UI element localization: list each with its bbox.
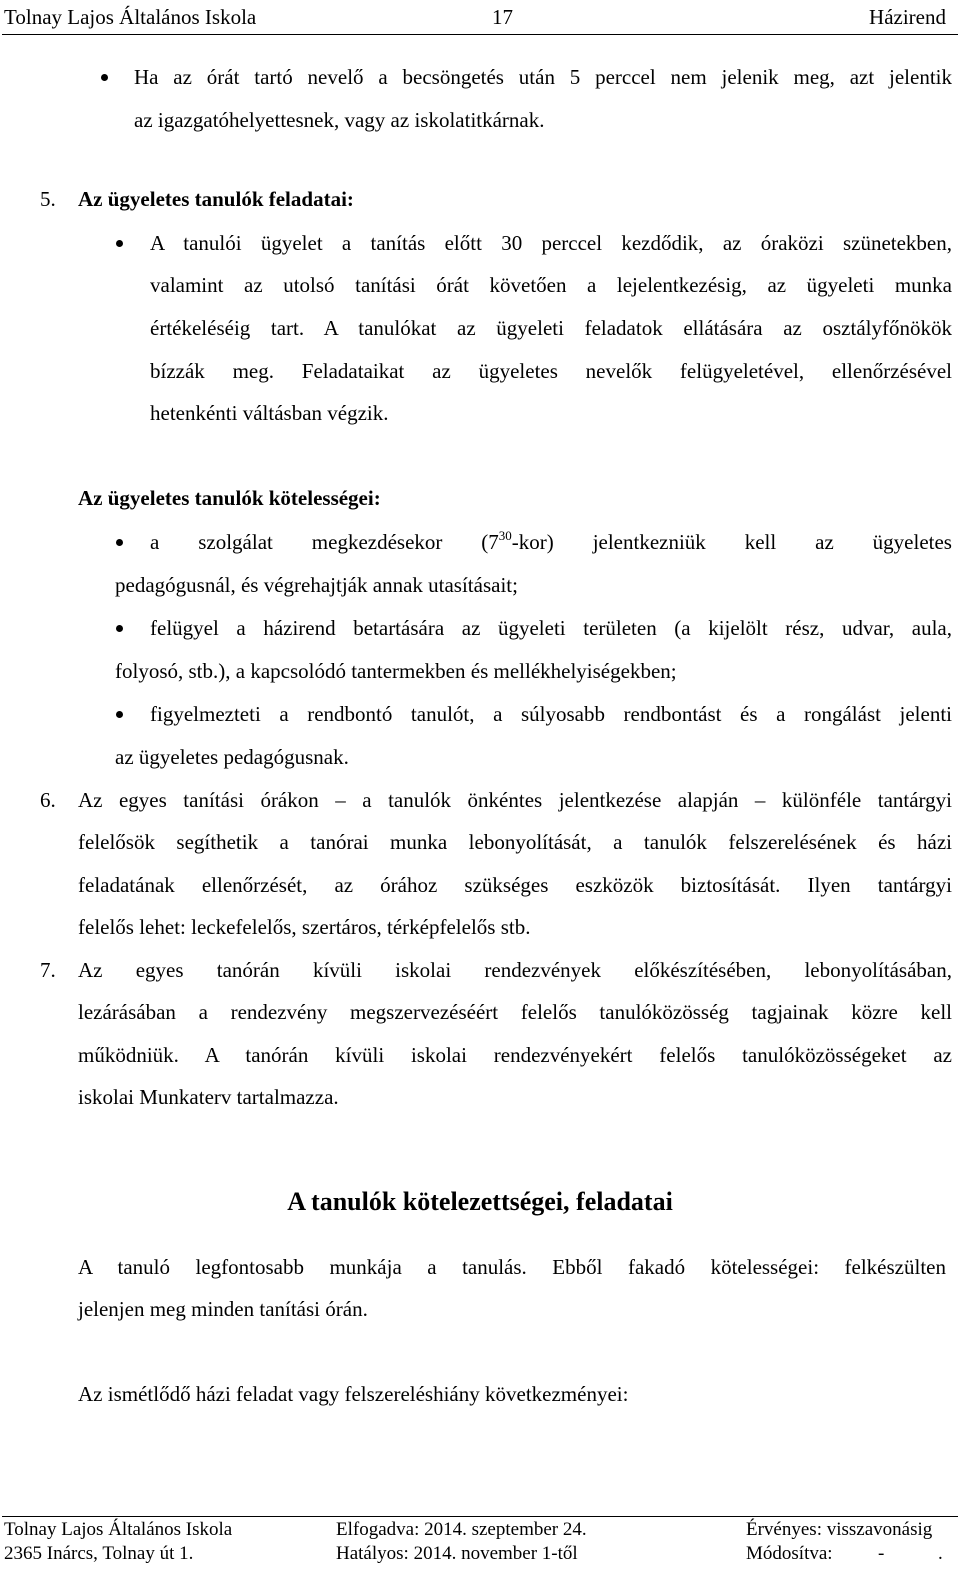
sec5-bullet-line-1: A tanulói ügyelet a tanítás előtt 30 perccel kezdődik, az óraközi szünetekben,	[150, 231, 952, 255]
sec5-title: Az ügyeletes tanulók feladatai:	[78, 187, 354, 211]
sec4-bullet-line-2: az igazgatóhelyettesnek, vagy az iskolatitkárnak.	[134, 108, 545, 132]
duty1-superscript: 30	[498, 528, 512, 543]
bullet-icon	[101, 74, 108, 81]
footer-modified-dash: -	[878, 1543, 885, 1564]
bullet-icon	[116, 240, 123, 247]
footer-address: 2365 Inárcs, Tolnay út 1.	[4, 1543, 194, 1564]
sec5-bullet-line-5: hetenkénti váltásban végzik.	[150, 401, 389, 425]
header-doc-title: Házirend	[869, 5, 946, 29]
sec7-line-1: Az egyes tanórán kívüli iskolai rendezvények előkészítésében, lebonyolításában,	[78, 958, 952, 982]
sec7-line-3: működniük. A tanórán kívüli iskolai rendezvényekért felelős tanulóközösségeket az	[78, 1043, 952, 1067]
consequences-line: Az ismétlődő házi feladat vagy felszereléshiány következményei:	[78, 1382, 629, 1406]
duty3-line-1: figyelmezteti a rendbontó tanulót, a súlyosabb rendbontást és a rongálást jelenti	[150, 702, 952, 726]
duty2-line-1: felügyel a házirend betartására az ügyeleti területen (a kijelölt rész, udvar, aula,	[150, 616, 952, 640]
header-rule	[2, 34, 958, 35]
intro-line-2: jelenjen meg minden tanítási órán.	[78, 1297, 368, 1321]
sec7-line-2: lezárásában a rendezvény megszervezéséért felelős tanulóközösség tagjainak közre kell	[78, 1000, 952, 1024]
footer-adopted: Elfogadva: 2014. szeptember 24.	[336, 1519, 587, 1540]
sec6-line-2: felelősök segíthetik a tanórai munka lebonyolítását, a tanulók felszerelésének és házi	[78, 830, 952, 854]
duty2-line-2: folyosó, stb.), a kapcsolódó tantermekben és mellékhelyiségekben;	[115, 659, 677, 683]
bullet-icon	[116, 625, 123, 632]
header-school: Tolnay Lajos Általános Iskola	[4, 5, 257, 29]
sec6-number: 6.	[40, 788, 56, 812]
header-page-number: 17	[492, 5, 513, 29]
duties-heading: Az ügyeletes tanulók kötelességei:	[78, 486, 381, 510]
footer-valid: Érvényes: visszavonásig	[746, 1519, 933, 1540]
footer-effective: Hatályos: 2014. november 1-től	[336, 1543, 578, 1564]
footer-rule	[2, 1516, 958, 1517]
footer-school: Tolnay Lajos Általános Iskola	[4, 1519, 233, 1540]
duty3-line-2: az ügyeletes pedagógusnak.	[115, 745, 349, 769]
sec7-number: 7.	[40, 958, 56, 982]
footer-modified-dot: .	[938, 1543, 943, 1564]
footer-modified-label: Módosítva:	[746, 1543, 833, 1564]
section-heading: A tanulók kötelezettségei, feladatai	[287, 1187, 673, 1216]
sec5-bullet-line-4: bízzák meg. Feladataikat az ügyeletes nevelők felügyeletével, ellenőrzésével	[150, 359, 952, 383]
duty1-text-b: -kor) jelentkezniük kell az ügyeletes	[511, 530, 952, 554]
bullet-icon	[116, 711, 123, 718]
sec5-number: 5.	[40, 187, 56, 211]
sec7-line-4: iskolai Munkaterv tartalmazza.	[78, 1085, 339, 1109]
duty1-text-a: a szolgálat megkezdésekor (7	[150, 530, 499, 554]
sec6-line-4: felelős lehet: leckefelelős, szertáros, térképfelelős stb.	[78, 915, 531, 939]
duty1-line-1	[150, 528, 952, 556]
duty1-line-2: pedagógusnál, és végrehajtják annak utasításait;	[115, 573, 518, 597]
bullet-icon	[116, 539, 123, 546]
sec5-bullet-line-3: értékeléséig tart. A tanulókat az ügyeleti feladatok ellátására az osztályfőnökök	[150, 316, 952, 340]
intro-line-1: A tanuló legfontosabb munkája a tanulás. Ebből fakadó kötelességei: felkészülten	[78, 1255, 946, 1279]
sec5-bullet-line-2: valamint az utolsó tanítási órát követően a lejelentkezésig, az ügyeleti munka	[150, 273, 952, 297]
sec6-line-3: feladatának ellenőrzését, az órához szükséges eszközök biztosítását. Ilyen tantárgyi	[78, 873, 952, 897]
sec6-line-1: Az egyes tanítási órákon – a tanulók önkéntes jelentkezése alapján – különféle tantárgyi	[78, 788, 952, 812]
sec4-bullet-line-1: Ha az órát tartó nevelő a becsöngetés után 5 perccel nem jelenik meg, azt jelentik	[134, 65, 952, 89]
